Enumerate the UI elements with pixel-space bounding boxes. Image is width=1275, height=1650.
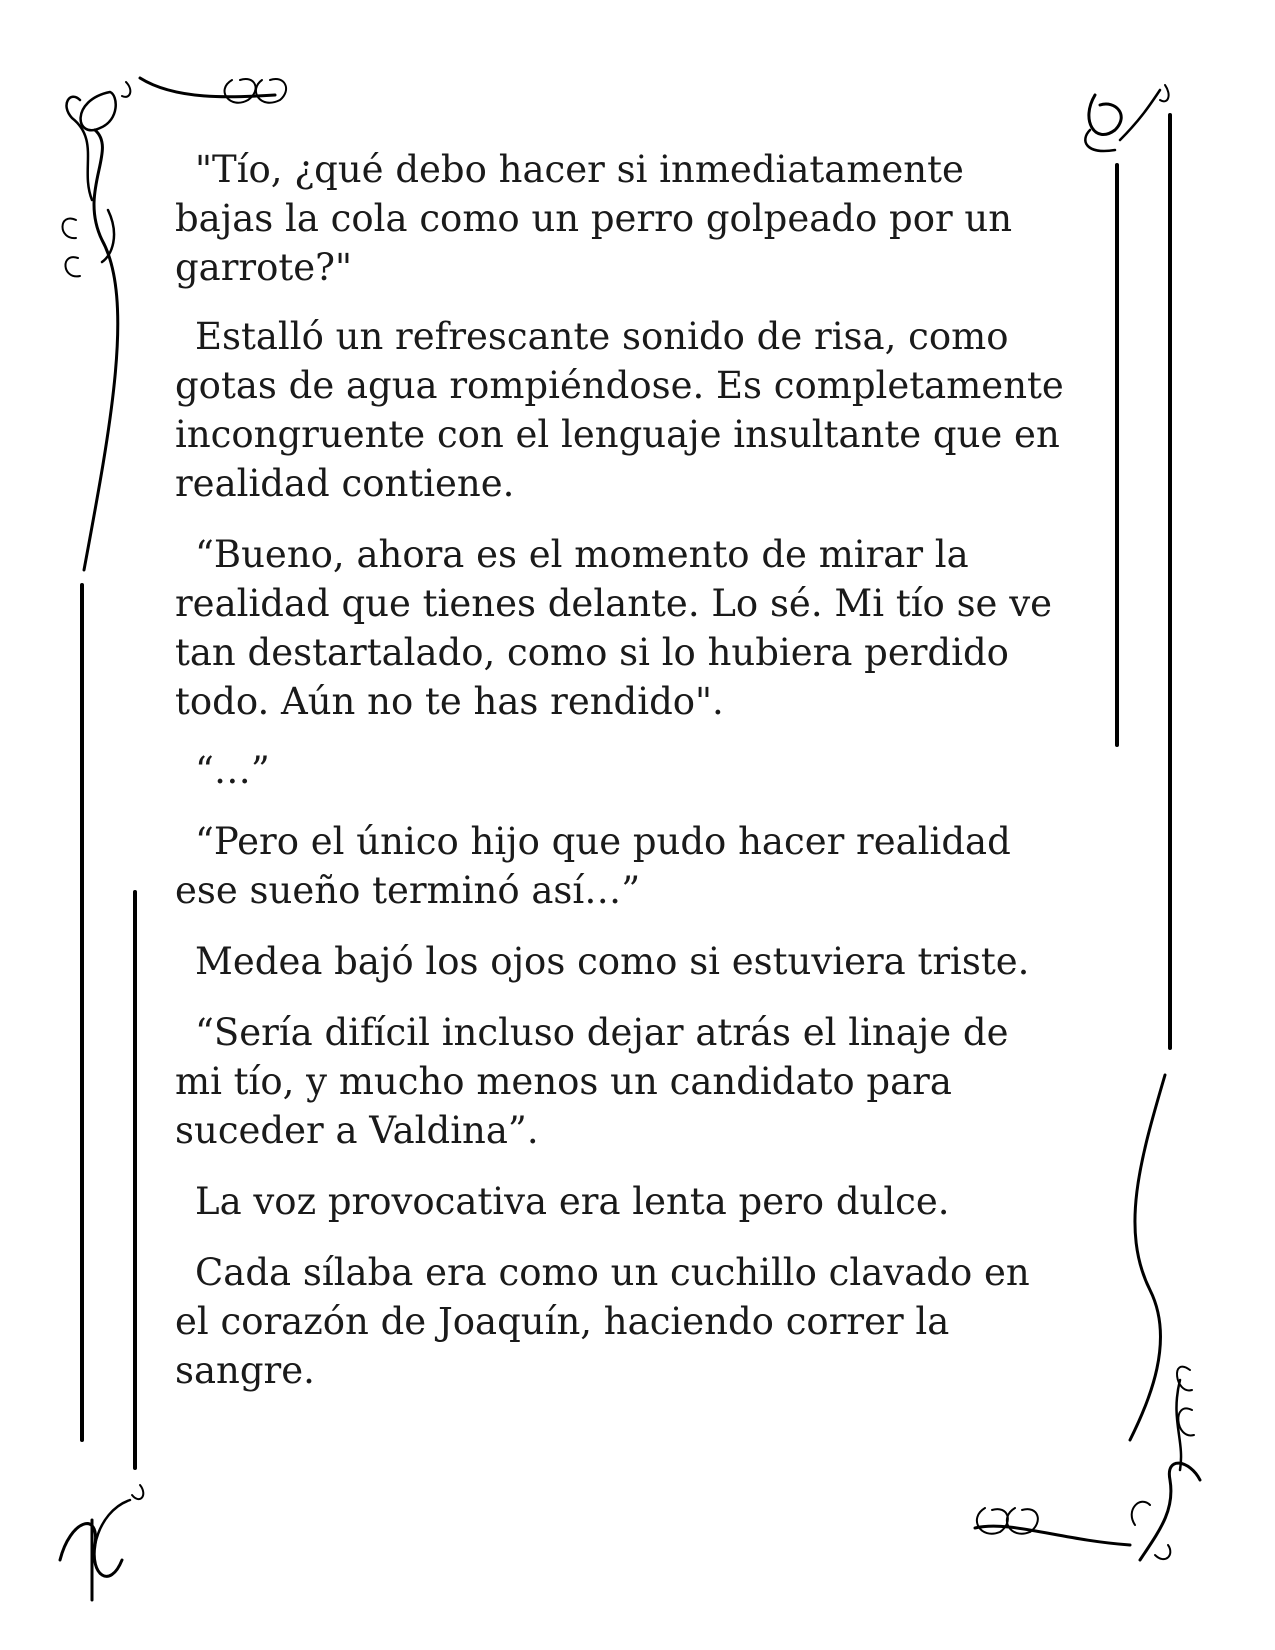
paragraph-8: La voz provocativa era lenta pero dulce. [195, 1180, 950, 1223]
paragraph-1: "Tío, ¿qué debo hacer si inmediatamente bajas la cola como un perro golpeado por un garrote?" [175, 148, 1013, 289]
paragraph-5: “Pero el único hijo que pudo hacer realidad ese sueño terminó así…” [175, 820, 1011, 912]
paragraph-7: “Sería difícil incluso dejar atrás el linaje de mi tío, y mucho menos un candidato para suceder a Valdina”. [175, 1011, 1009, 1152]
paragraph-4: “…” [195, 749, 270, 792]
paragraph-2: Estalló un refrescante sonido de risa, como gotas de agua rompiéndose. Es completamente incongruente con el lenguaje insultante que en realidad contiene. [175, 315, 1064, 505]
bottom-left-flourish-icon [60, 1485, 143, 1600]
paragraph-3: “Bueno, ahora es el momento de mirar la realidad que tienes delante. Lo sé. Mi tío se ve tan destartalado, como si lo hubiera perdido todo. Aún no te has rendido". [175, 533, 1053, 723]
paragraph-9: Cada sílaba era como un cuchillo clavado en el corazón de Joaquín, haciendo correr la sangre. [175, 1251, 1030, 1392]
paragraph-6: Medea bajó los ojos como si estuviera triste. [195, 940, 1030, 983]
top-right-flourish-icon [1085, 85, 1168, 151]
story-text [175, 145, 1090, 1395]
right-wavy-flourish-icon [1130, 1075, 1194, 1470]
bottom-right-flourish-icon [975, 1463, 1200, 1560]
